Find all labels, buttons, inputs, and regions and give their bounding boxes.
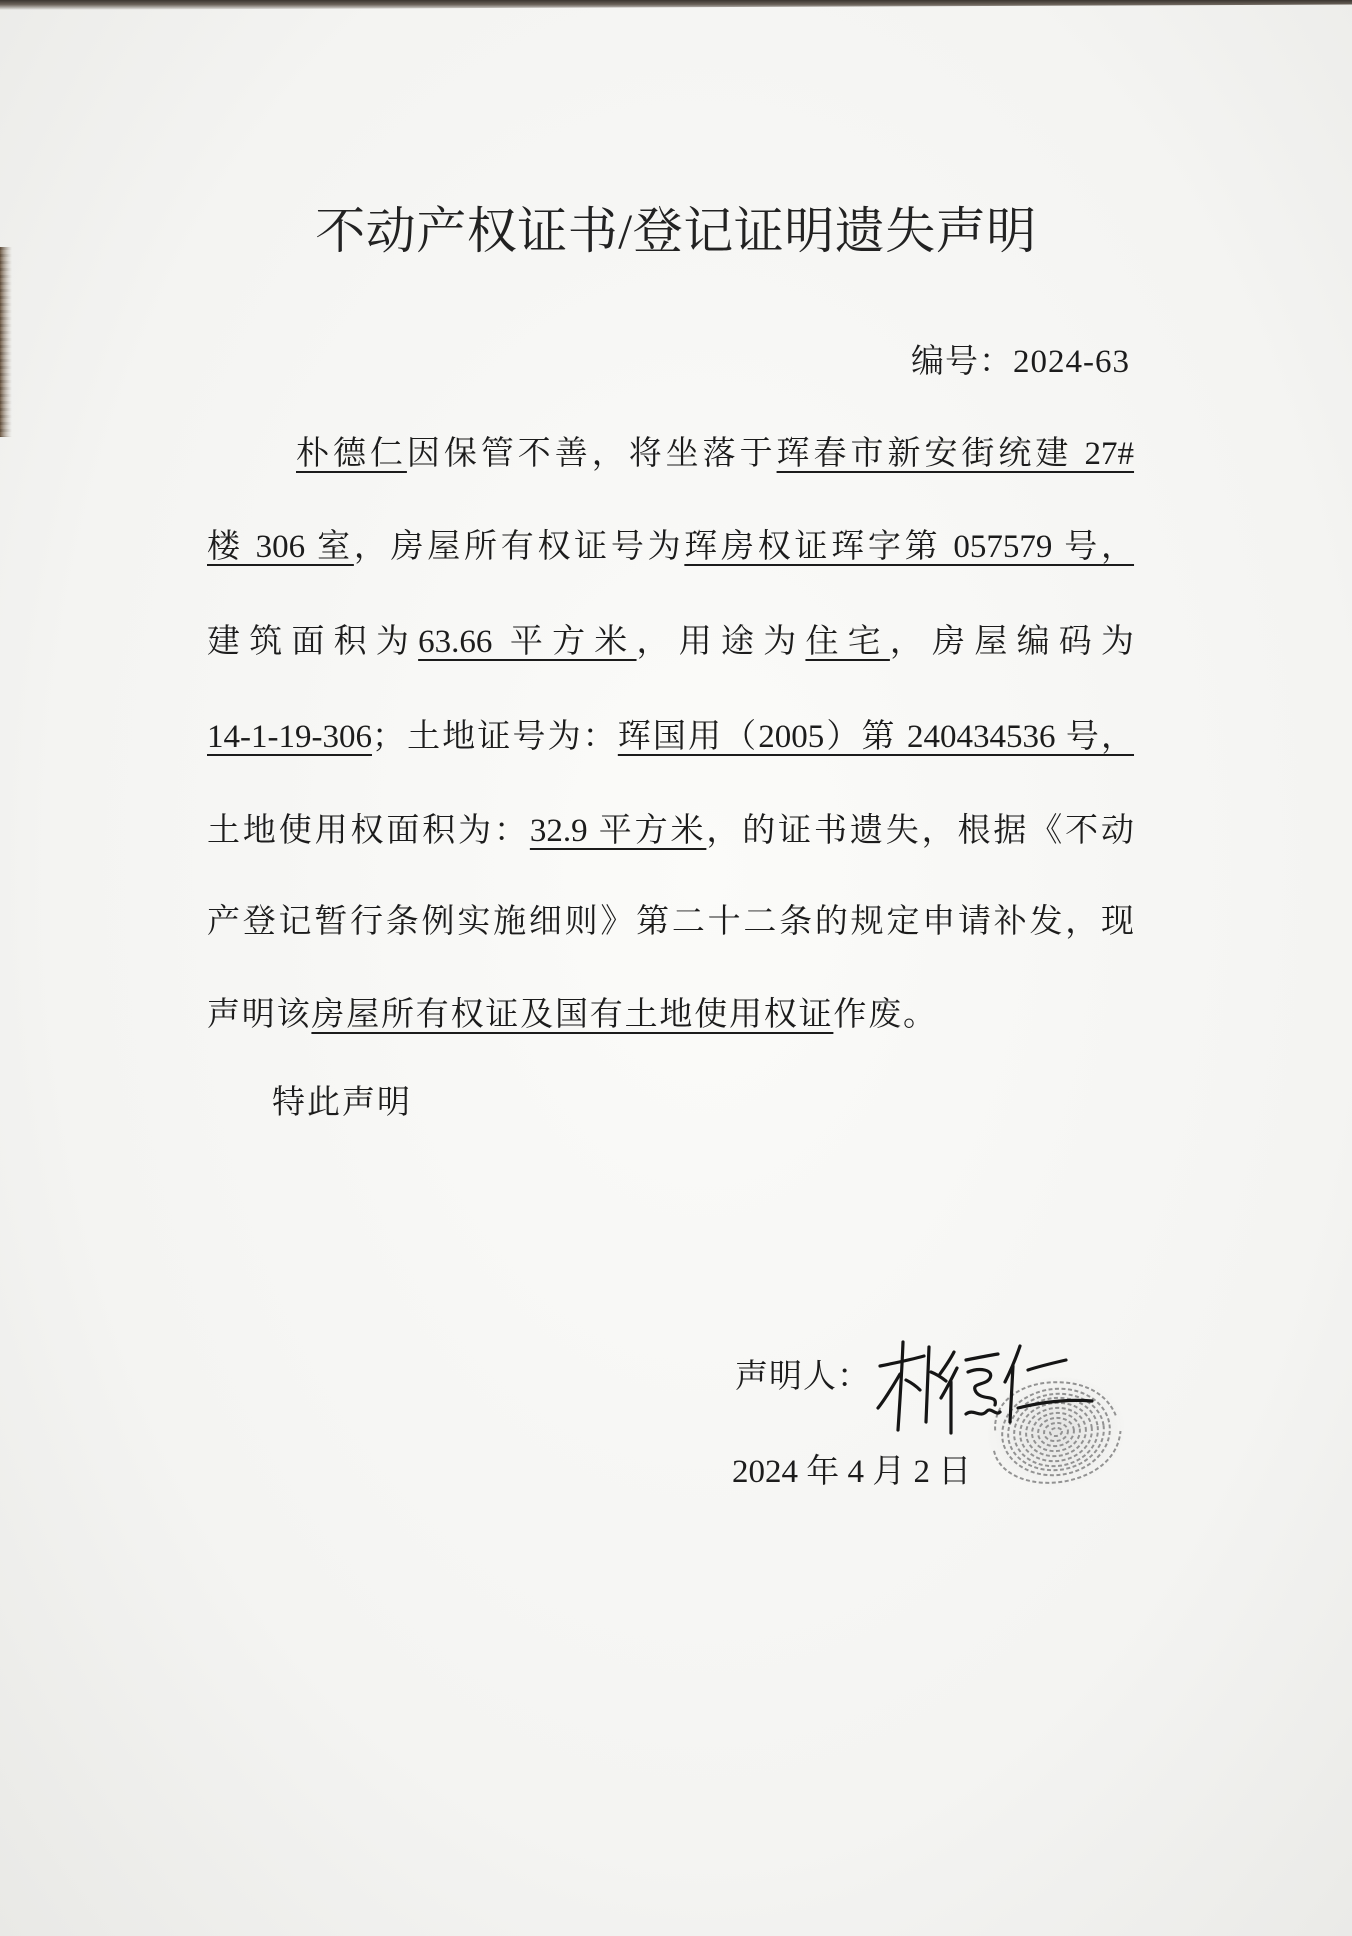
statement-line-7 [207, 992, 1134, 1038]
serial-label: 编号： [911, 344, 1013, 380]
land-area-label: 土地使用权面积为： [207, 813, 530, 849]
statement-line-4 [207, 714, 1134, 760]
lost-text-part1: ，的证书遗失，根据《不动 [706, 813, 1134, 849]
serial-number [911, 339, 1130, 385]
photo-edge-top [0, 0, 1352, 10]
statement-line-6 [207, 899, 1134, 945]
declarant-label: 声明人： [735, 1359, 871, 1395]
statement-line-3 [207, 619, 1134, 665]
house-code-label: ，房屋编码为 [889, 624, 1135, 660]
house-code-value: 14-1-19-306 [207, 719, 372, 755]
house-cert-label: ，房屋所有权证号为 [353, 529, 685, 565]
usage-value: 住宅 [805, 624, 890, 660]
usage-label: ，用途为 [636, 624, 806, 660]
declaration-date: 2024 年 4 月 2 日 [732, 1454, 972, 1490]
land-area-value: 32.9 平方米 [529, 813, 707, 849]
void-documents: 房屋所有权证及国有土地使用权证 [311, 997, 834, 1033]
land-cert-number: 珲国用（2005）第 240434536 号， [617, 719, 1135, 755]
building-area-value: 63.66 平方米 [418, 624, 637, 660]
lost-text-part2: 产登记暂行条例实施细则》第二十二条的规定申请补发，现 [207, 904, 1134, 940]
land-cert-label: ；土地证号为： [371, 719, 618, 755]
void-suffix: 作废。 [833, 997, 938, 1033]
document-title: 不动产权证书/登记证明遗失声明 [315, 203, 1037, 259]
house-cert-number: 珲房权证珲字第 057579 号， [684, 529, 1135, 565]
statement-line-5 [207, 808, 1134, 854]
serial-value: 2024-63 [1013, 344, 1130, 380]
fingerprint [979, 1367, 1133, 1497]
void-prefix: 声明该 [207, 997, 312, 1033]
reason-text: 因保管不善，将坐落于 [406, 436, 777, 472]
statement-line-1 [296, 431, 1134, 477]
declarant-name: 朴德仁 [296, 436, 407, 472]
statement-line-2 [207, 524, 1134, 570]
property-address-part1: 珲春市新安街统建 27# [776, 436, 1135, 472]
property-address-part2: 楼 306 室 [207, 529, 354, 565]
photo-edge-left [0, 247, 12, 437]
closing-text: 特此声明 [272, 1085, 412, 1121]
building-area-label: 建筑面积为 [207, 624, 419, 660]
